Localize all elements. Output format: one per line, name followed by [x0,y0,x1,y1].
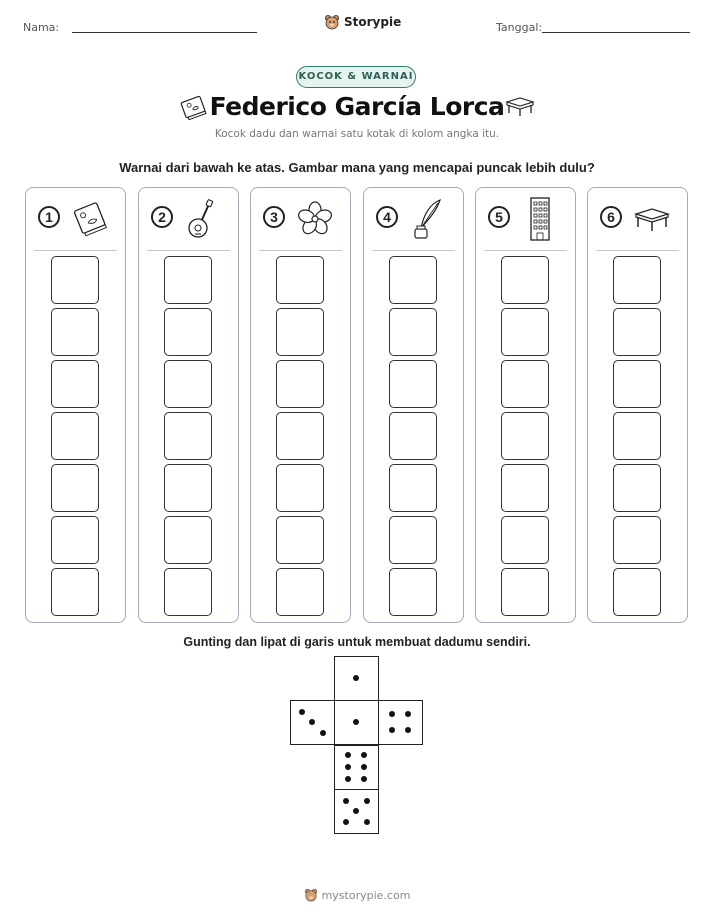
color-box[interactable] [501,516,549,564]
date-label: Tanggal: [496,21,543,34]
dice-pip [309,719,315,725]
color-box[interactable] [276,568,324,616]
table-icon [632,196,672,242]
color-box[interactable] [276,256,324,304]
dice-pip [345,776,351,782]
color-box[interactable] [389,568,437,616]
color-box[interactable] [613,256,661,304]
color-box[interactable] [276,464,324,512]
column-icon [183,196,223,242]
column-number: 2 [151,206,173,228]
building-icon [520,196,560,242]
brand-name: Storypie [344,15,402,29]
color-box[interactable] [51,412,99,460]
color-box[interactable] [51,568,99,616]
coloring-instruction: Warnai dari bawah ke atas. Gambar mana yang mencapai puncak lebih dulu? [119,160,595,175]
dice-pip [320,730,326,736]
color-box[interactable] [164,516,212,564]
color-box[interactable] [51,464,99,512]
color-box[interactable] [164,412,212,460]
dice-pip [361,764,367,770]
column-divider [147,250,230,251]
dice-face-4 [378,700,423,745]
dice-pip [353,675,359,681]
date-line[interactable] [542,32,690,33]
bear-icon [324,14,340,30]
column-divider [372,250,455,251]
dice-pip [405,727,411,733]
page-subtitle: Kocok dadu dan warnai satu kotak di kolom angka itu. [214,128,500,140]
dice-face-3 [290,700,335,745]
color-box[interactable] [613,360,661,408]
dice-pip [364,819,370,825]
color-box[interactable] [389,464,437,512]
table-icon [504,96,536,118]
activity-badge: KOCOK & WARNAI [296,66,416,88]
color-box[interactable] [501,568,549,616]
dice-face-5 [334,789,379,834]
color-box[interactable] [613,568,661,616]
color-box[interactable] [613,412,661,460]
column-6 [587,187,688,623]
color-box[interactable] [164,256,212,304]
color-box[interactable] [501,464,549,512]
name-label: Nama: [23,21,60,34]
column-number: 6 [600,206,622,228]
dice-face-1 [334,700,379,745]
color-box[interactable] [501,360,549,408]
cut-instruction: Gunting dan lipat di garis untuk membuat dadumu sendiri. [183,635,531,649]
color-box[interactable] [501,256,549,304]
column-number: 1 [38,206,60,228]
color-box[interactable] [51,360,99,408]
bear-icon [304,888,318,902]
dice-face-1 [334,656,379,701]
column-divider [484,250,567,251]
color-box[interactable] [276,360,324,408]
color-box[interactable] [51,308,99,356]
color-box[interactable] [164,464,212,512]
dice-pip [364,798,370,804]
dice-pip [405,711,411,717]
color-box[interactable] [164,568,212,616]
flower-icon [295,196,335,242]
dice-pip [361,752,367,758]
column-divider [34,250,117,251]
dice-pip [345,764,351,770]
dice-pip [343,819,349,825]
column-divider [259,250,342,251]
column-number: 5 [488,206,510,228]
book-icon [70,196,110,242]
color-box[interactable] [389,516,437,564]
dice-pip [361,776,367,782]
color-box[interactable] [389,256,437,304]
dice-pip [353,719,359,725]
dice-pip [389,711,395,717]
color-box[interactable] [501,412,549,460]
column-divider [596,250,679,251]
page-title: Federico García Lorca [209,92,505,121]
dice-pip [343,798,349,804]
name-line[interactable] [72,32,257,33]
color-box[interactable] [276,516,324,564]
color-box[interactable] [51,516,99,564]
guitar-icon [183,196,223,242]
column-5 [475,187,576,623]
footer [0,888,714,905]
color-box[interactable] [613,308,661,356]
dice-pip [353,808,359,814]
column-1 [25,187,126,623]
column-4 [363,187,464,623]
column-icon [632,196,672,242]
color-box[interactable] [501,308,549,356]
column-icon [520,196,560,242]
column-3 [250,187,351,623]
column-icon [295,196,335,242]
quill-ink-icon [408,196,448,242]
color-box[interactable] [389,360,437,408]
dice-pip [389,727,395,733]
dice-pip [299,709,305,715]
brand-logo [324,13,401,31]
color-box[interactable] [389,412,437,460]
column-icon [408,196,448,242]
column-2 [138,187,239,623]
color-box[interactable] [613,464,661,512]
color-box[interactable] [276,308,324,356]
color-box[interactable] [389,308,437,356]
column-number: 3 [263,206,285,228]
color-box[interactable] [276,412,324,460]
color-box[interactable] [51,256,99,304]
color-box[interactable] [164,308,212,356]
column-number: 4 [376,206,398,228]
color-box[interactable] [613,516,661,564]
dice-face-6 [334,745,379,790]
footer-url[interactable]: mystorypie.com [321,888,411,902]
column-icon [70,196,110,242]
dice-pip [345,752,351,758]
color-box[interactable] [164,360,212,408]
